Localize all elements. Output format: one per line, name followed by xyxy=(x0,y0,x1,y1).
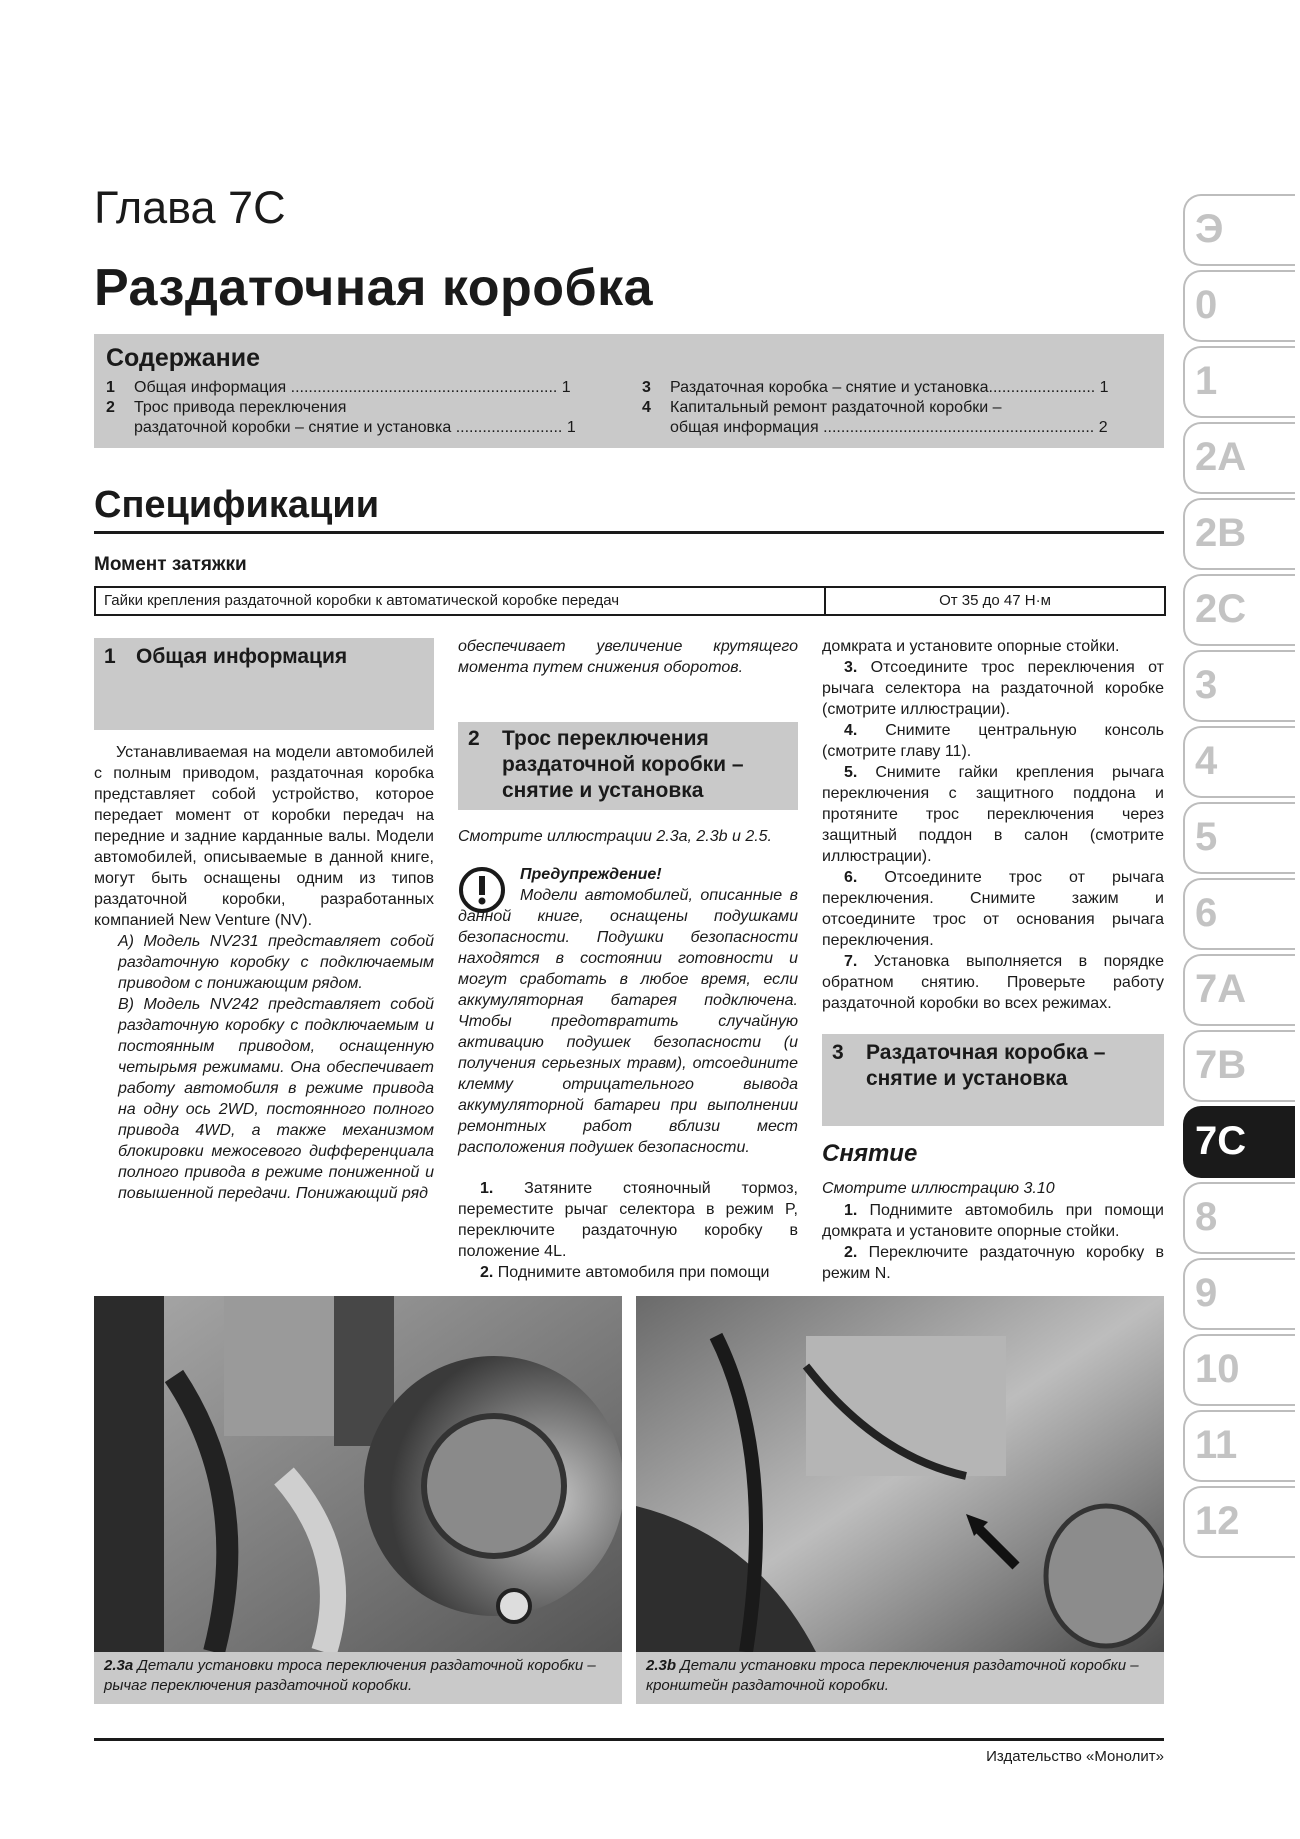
removal-subheading: Снятие xyxy=(822,1140,918,1167)
tab-chapter[interactable]: 3 xyxy=(1183,650,1295,722)
tab-chapter[interactable]: 2C xyxy=(1183,574,1295,646)
warning-title: Предупреждение! xyxy=(520,866,662,883)
tab-chapter[interactable]: 4 xyxy=(1183,726,1295,798)
tab-chapter[interactable]: Э xyxy=(1183,194,1295,266)
divider xyxy=(94,531,1164,534)
section-2-see: Смотрите иллюстрации 2.3a, 2.3b и 2.5. xyxy=(458,828,772,845)
tab-chapter[interactable]: 10 xyxy=(1183,1334,1295,1406)
section-2-steps: 1. Затяните стояночный тормоз, переместите рычаг селектора в режим P, переключите раздаточную коробку в положение 4L. 2. Поднимите автомобиля при помощи xyxy=(458,1180,798,1281)
section-3-steps: 1. Поднимите автомобиль при помощи домкрата и установите опорные стойки. 2. Переключите раздаточную коробку в режим N. xyxy=(822,1202,1164,1282)
figure-2-3b-photo xyxy=(636,1296,1164,1652)
toc-item[interactable]: 3 Раздаточная коробка – снятие и установка........................ 1 xyxy=(642,379,1109,396)
torque-row-value: От 35 до 47 Н·м xyxy=(939,592,1051,609)
figure-2-3b-caption: 2.3b Детали установки троса переключения раздаточной коробки – кронштейн раздаточной коробки. xyxy=(636,1652,1164,1704)
torque-table xyxy=(94,586,1166,616)
specs-heading: Спецификации xyxy=(94,484,380,526)
torque-heading: Момент затяжки xyxy=(94,554,247,575)
torque-row-label: Гайки крепления раздаточной коробки к автоматической коробке передач xyxy=(96,588,826,614)
warning-text: Модели автомобилей, описанные в данной книге, оснащены подушками безопасности. Подушки безопасности находятся в состоянии готовности и могут сработать в любое время, если аккумуляторная батарея подключена. Чтобы предотвратить случайную активацию подушек безопасности (и получения серьезных травм), отсоедините клемму отрицательного вывода аккумуляторной батареи при выполнении ремонтных работ вблизи мест расположения подушек безопасности. xyxy=(458,887,798,1156)
figure-2-3a-photo xyxy=(94,1296,622,1652)
footer-divider xyxy=(94,1738,1164,1741)
chapter-label: Глава 7С xyxy=(94,182,286,233)
publisher: Издательство «Монолит» xyxy=(986,1748,1164,1765)
tab-chapter[interactable]: 7B xyxy=(1183,1030,1295,1102)
toc-heading: Содержание xyxy=(106,344,261,372)
section-2-header: 2 Трос переключения раздаточной коробки – снятие и установка xyxy=(458,722,798,810)
tab-chapter[interactable]: 11 xyxy=(1183,1410,1295,1482)
tab-chapter[interactable]: 9 xyxy=(1183,1258,1295,1330)
section-1-body: Устанавливаемая на модели автомобилей с полным приводом, раздаточная коробка представляет собой устройство, которое передает момент от коробки передач на передние и задние карданные валы. Модели автомобилей, описываемые в данной книге, могут быть оснащены одним из типов раздаточной коробки, разработанных компанией New Venture (NV). А) Модель NV231 представляет собой раздаточную коробку с подключаемым приводом с понижающим рядом. В) Модель NV242 представляет собой раздаточную коробку с подключаемым и постоянным приводом, оснащенную четырьмя режимами. Она обеспечивает работу автомобиля в режиме привода на одну ось 2WD, постоянного полного привода 4WD, а также механизмом блокировки межосевого дифференциала полного привода в режиме пониженной и повышенной передачи. Понижающий ряд xyxy=(94,744,434,1202)
section-3-see: Смотрите иллюстрацию 3.10 xyxy=(822,1180,1055,1197)
toc-item[interactable]: 1 Общая информация ............................................................ 1 xyxy=(106,379,571,396)
column-3-steps: домкрата и установите опорные стойки. 3. Отсоедините трос переключения от рычага селектора на раздаточной коробке (смотрите иллюстрации). 4. Снимите центральную консоль (смотрите главу 11). 5. Снимите гайки крепления рычага переключения с защитного поддона и протяните трос переключения через защитный поддон в салон (смотрите иллюстрации). 6. Отсоедините трос от рычага переключения. Снимите зажим и отсоедините трос от основания рычага переключения. 7. Установка выполняется в порядке обратном снятию. Проверьте работу раздаточной коробки во всех режимах. xyxy=(822,638,1165,1012)
tab-chapter[interactable]: 1 xyxy=(1183,346,1295,418)
tab-chapter[interactable]: 7A xyxy=(1183,954,1295,1026)
tab-chapter[interactable]: 5 xyxy=(1183,802,1295,874)
tab-chapter-active[interactable]: 7C xyxy=(1183,1106,1295,1178)
section-3-header: 3 Раздаточная коробка – снятие и установка xyxy=(822,1034,1164,1126)
page-title: Раздаточная коробка xyxy=(94,259,654,317)
tab-chapter[interactable]: 0 xyxy=(1183,270,1295,342)
tab-chapter[interactable]: 6 xyxy=(1183,878,1295,950)
figure-2-3a-caption: 2.3a Детали установки троса переключения раздаточной коробки – рычаг переключения раздаточной коробки. xyxy=(94,1652,622,1704)
section-1-header: 1 Общая информация xyxy=(94,638,434,730)
tab-chapter[interactable]: 2A xyxy=(1183,422,1295,494)
table-of-contents xyxy=(94,334,1164,448)
tab-chapter[interactable]: 8 xyxy=(1183,1182,1295,1254)
tab-chapter[interactable]: 2B xyxy=(1183,498,1295,570)
tab-chapter[interactable]: 12 xyxy=(1183,1486,1295,1558)
toc-item[interactable]: 2 Трос привода переключения раздаточной коробки – снятие и установка ........................ 1 xyxy=(106,399,576,436)
toc-item[interactable]: 4 Капитальный ремонт раздаточной коробки – общая информация ............................................................. 2 xyxy=(642,399,1108,436)
column-2-continued: обеспечивает увеличение крутящего момента путем снижения оборотов. xyxy=(458,638,798,676)
